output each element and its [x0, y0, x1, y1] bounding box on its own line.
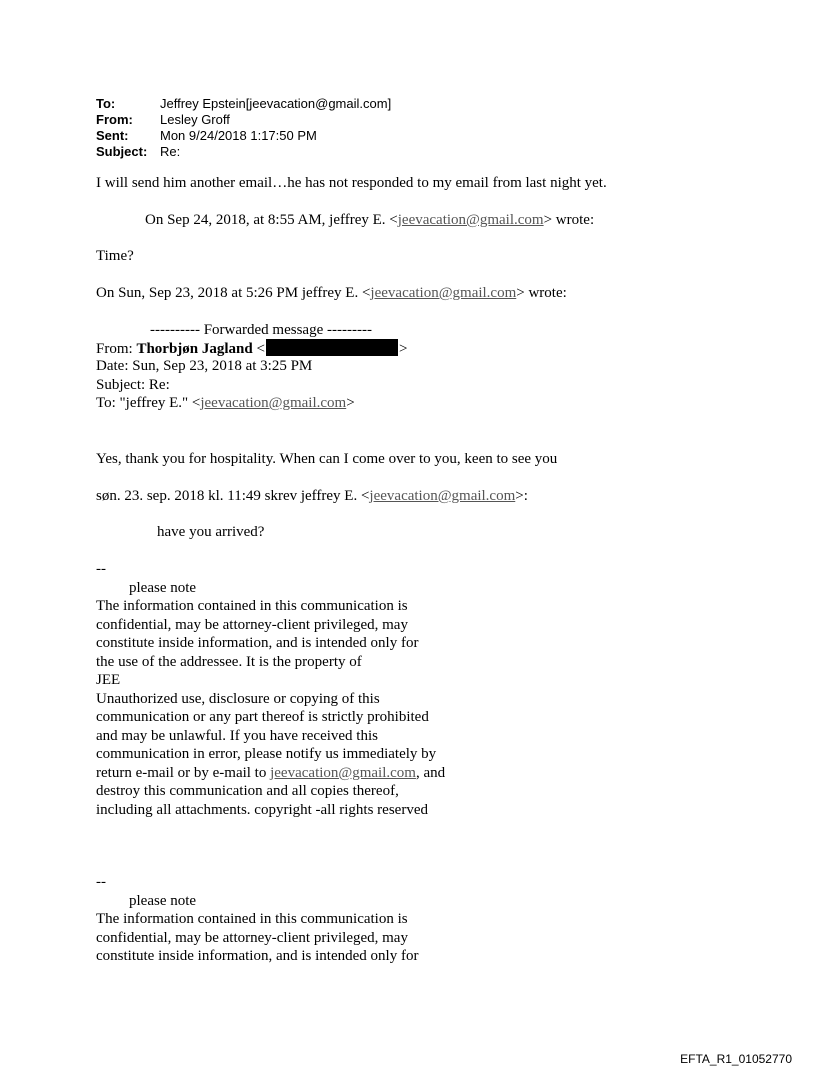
quote-line-3 — [96, 487, 528, 505]
signature-dashes: -- — [96, 561, 106, 577]
disclaimer-line: communication or any part thereof is strictly prohibited — [96, 709, 429, 725]
email-link[interactable]: jeevacation@gmail.com — [270, 764, 416, 781]
disclaimer-line: confidential, may be attorney-client privileged, may — [96, 616, 408, 633]
fwd-to-prefix: To: "jeffrey E." < — [96, 395, 201, 411]
forwarded-from — [96, 339, 407, 358]
disclaimer-line: constitute inside information, and is intended only for — [96, 948, 419, 964]
quote-2-suffix: > wrote: — [516, 285, 567, 301]
disclaimer-line: constitute inside information, and is intended only for — [96, 635, 419, 651]
fwd-from-label: From: — [96, 341, 137, 357]
sent-label: Sent: — [96, 128, 129, 143]
disclaimer-line: including all attachments. copyright -all rights reserved — [96, 801, 428, 818]
disclaimer-line: destroy this communication and all copies thereof, — [96, 783, 399, 799]
forwarded-subject: Subject: Re: — [96, 377, 170, 393]
sent-row — [96, 128, 391, 144]
subject-label: Subject: — [96, 144, 148, 159]
from-label: From: — [96, 112, 133, 127]
disclaimer-line: communication in error, please notify us immediately by — [96, 746, 437, 762]
jagland-message: Yes, thank you for hospitality. When can I come over to you, keen to see you — [96, 451, 558, 467]
disclaimer-block — [96, 873, 418, 966]
email-link[interactable]: jeevacation@gmail.com — [369, 488, 516, 504]
forwarded-marker: ---------- Forwarded message --------- — [150, 322, 372, 338]
disclaimer-line: The information contained in this communication is — [96, 598, 408, 614]
disclaimer-line — [96, 764, 445, 783]
email-link[interactable]: jeevacation@gmail.com — [370, 285, 517, 301]
forwarded-to — [96, 394, 355, 412]
please-note: please note — [129, 579, 197, 596]
fwd-from-name: Thorbjøn Jagland — [136, 341, 253, 357]
subject-value: Re: — [160, 144, 181, 159]
disclaimer-text: , and — [415, 764, 446, 781]
sent-value: Mon 9/24/2018 1:17:50 PM — [160, 128, 317, 143]
subject-row — [96, 144, 391, 160]
quote-1-suffix: > wrote: — [543, 212, 595, 228]
quote-3-prefix: søn. 23. sep. 2018 kl. 11:49 skrev jeffrey E. < — [96, 488, 370, 504]
document-id: EFTA_R1_01052770 — [680, 1052, 792, 1066]
disclaimer-line: the use of the addressee. It is the property of — [96, 653, 362, 670]
disclaimer-line: Unauthorized use, disclosure or copying of this — [96, 690, 380, 707]
disclaimer-line: and may be unlawful. If you have received this — [96, 727, 378, 744]
reply-message: I will send him another email…he has not responded to my email from last night yet. — [96, 175, 607, 191]
quote-3-suffix: >: — [515, 488, 528, 504]
disclaimer-block — [96, 560, 445, 819]
signature-dashes: -- — [96, 874, 106, 890]
email-header — [96, 96, 391, 160]
fwd-to-suffix: > — [346, 395, 355, 411]
disclaimer-line: JEE — [96, 672, 121, 688]
time-message: Time? — [96, 248, 134, 264]
to-row — [96, 96, 391, 112]
arrived-message: have you arrived? — [157, 524, 265, 540]
quote-line-1 — [145, 211, 594, 229]
disclaimer-text: return e-mail or by e-mail to — [96, 764, 271, 781]
quote-1-prefix: On Sep 24, 2018, at 8:55 AM, jeffrey E. < — [145, 212, 398, 228]
fwd-from-open: < — [252, 341, 265, 357]
from-value: Lesley Groff — [160, 112, 230, 127]
redaction-bar — [266, 339, 398, 356]
to-value: Jeffrey Epstein[jeevacation@gmail.com] — [160, 96, 392, 111]
quote-2-prefix: On Sun, Sep 23, 2018 at 5:26 PM jeffrey E. < — [96, 285, 371, 301]
to-label: To: — [96, 96, 116, 111]
disclaimer-line: confidential, may be attorney-client privileged, may — [96, 929, 408, 946]
disclaimer-line: The information contained in this communication is — [96, 911, 408, 927]
email-link[interactable]: jeevacation@gmail.com — [200, 395, 347, 411]
forwarded-date: Date: Sun, Sep 23, 2018 at 3:25 PM — [96, 358, 313, 374]
fwd-from-close: > — [398, 341, 408, 357]
email-link[interactable]: jeevacation@gmail.com — [397, 212, 544, 228]
quote-line-2 — [96, 284, 567, 302]
from-row — [96, 112, 391, 128]
please-note: please note — [129, 892, 197, 909]
